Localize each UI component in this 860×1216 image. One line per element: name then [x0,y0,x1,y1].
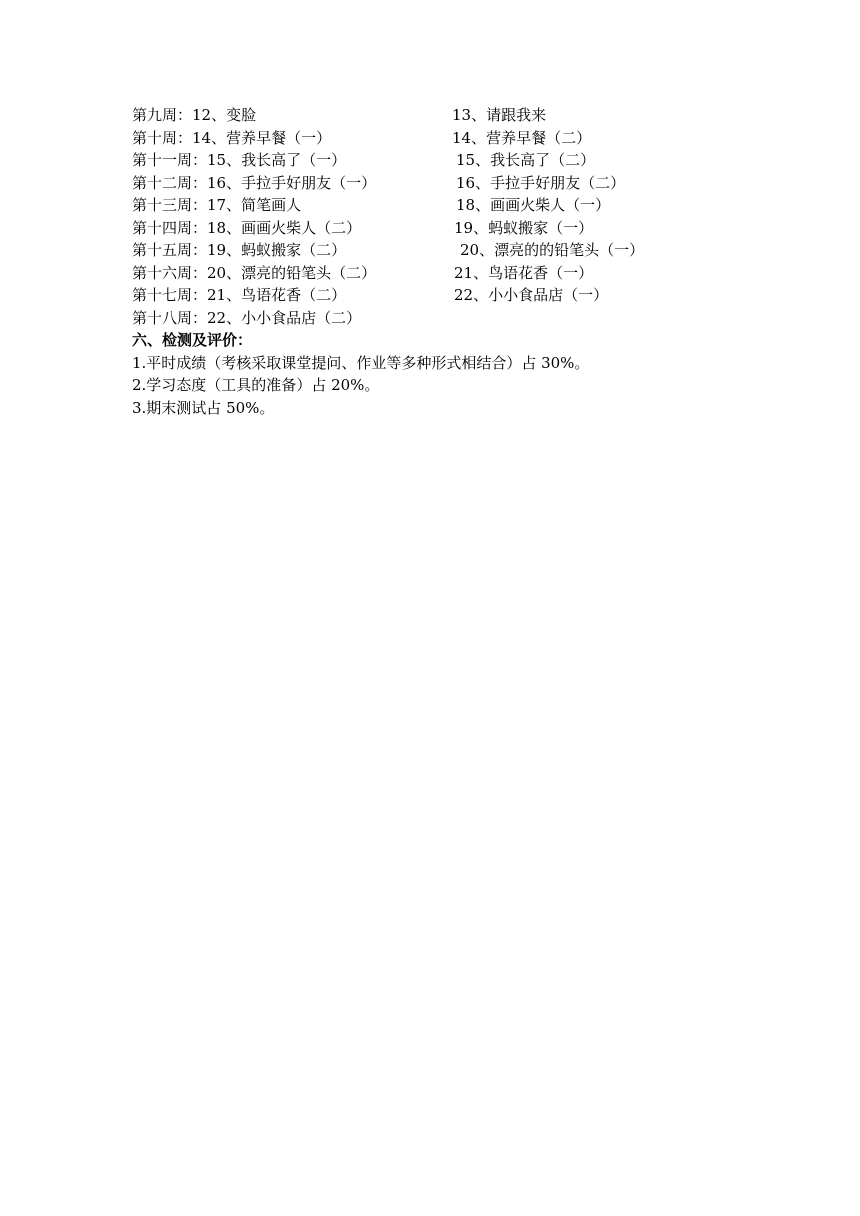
schedule-week-left: 第十三周：17、简笔画人 [132,196,302,214]
schedule-week-left: 第十四周：18、画画火柴人（二） [132,218,362,237]
schedule-week-left: 第十八周：22、小小食品店（二） [132,308,362,327]
schedule-week-left: 第十五周：19、蚂蚁搬家（二） [132,241,347,259]
schedule-week-left: 第十二周：16、手拉手好朋友（一） [132,173,377,192]
schedule-row [132,307,772,330]
schedule-week-right: 18、画画火柴人（一） [456,196,611,214]
schedule-row [132,172,772,195]
schedule-week-right: 20、漂亮的的铅笔头（一） [460,241,645,259]
schedule-week-left: 第十七周：21、鸟语花香（二） [132,286,347,304]
schedule-week-left: 第九周：12、变脸 [132,106,257,124]
section-heading: 六、检测及评价： [132,331,253,349]
schedule-week-right: 16、手拉手好朋友（二） [456,173,626,192]
schedule-week-right: 14、营养早餐（二） [452,128,592,147]
schedule-week-right: 22、小小食品店（一） [454,286,609,304]
schedule-row [132,194,772,217]
schedule-week-left: 第十周：14、营养早餐（一） [132,128,332,147]
evaluation-item: 2.学习态度（工具的准备）占 20%。 [132,376,380,394]
schedule-row [132,284,772,307]
document-body [132,104,772,419]
schedule-week-right: 13、请跟我来 [452,106,547,124]
evaluation-item: 3.期末测试占 50%。 [132,398,275,417]
schedule-row [132,104,772,127]
evaluation-item: 1.平时成绩（考核采取课堂提问、作业等多种形式相结合）占 30%。 [132,353,590,372]
schedule-row [132,239,772,262]
schedule-week-right: 15、我长高了（二） [456,151,596,169]
schedule-week-left: 第十六周：20、漂亮的铅笔头（二） [132,263,377,282]
schedule-row [132,262,772,285]
schedule-row [132,127,772,150]
schedule-row [132,149,772,172]
schedule-week-right: 19、蚂蚁搬家（一） [454,218,594,237]
schedule-week-left: 第十一周：15、我长高了（一） [132,151,347,169]
schedule-week-right: 21、鸟语花香（一） [454,263,594,282]
schedule-row [132,217,772,240]
